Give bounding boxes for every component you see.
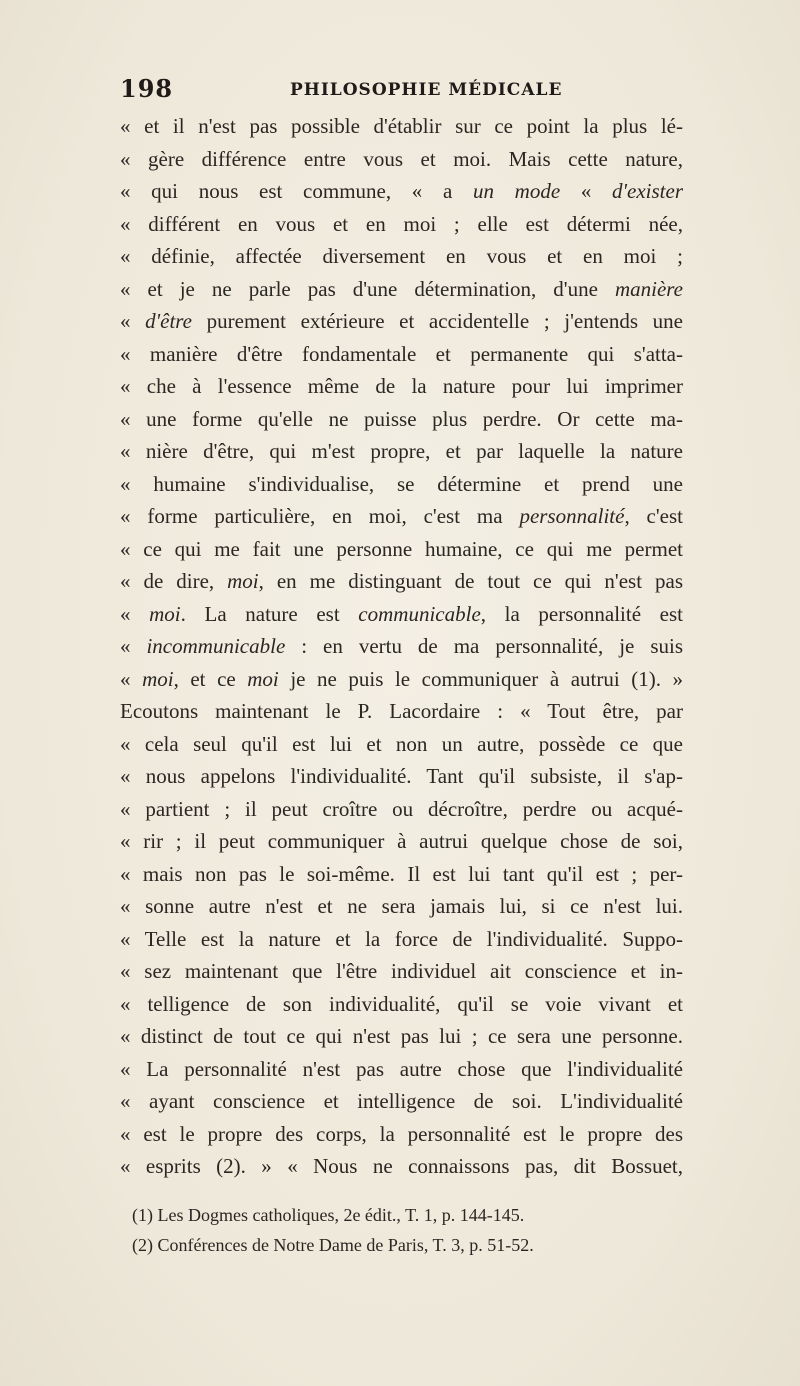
text-line: « et il n'est pas possible d'établir sur ce point la plus lé- xyxy=(120,114,683,138)
text-line: « Telle est la nature et la force de l'individualité. Suppo- xyxy=(120,926,683,951)
text-line: « distinct de tout ce qui n'est pas lui ; ce sera une personne. xyxy=(120,1024,683,1048)
text-line: « rir ; il peut communiquer à autrui quelque chose de soi, xyxy=(120,829,683,853)
footnote: (1) Les Dogmes catholiques, 2e édit., T. 1, p. 144-145. xyxy=(132,1205,525,1225)
page-number: 198 xyxy=(120,74,174,103)
text-line: « moi. La nature est communicable, la personnalité est xyxy=(120,601,683,626)
body-text xyxy=(120,110,683,1183)
italic-text: personnalité xyxy=(519,504,625,528)
running-title: PHILOSOPHIE MÉDICALE xyxy=(290,80,563,100)
footnote: (2) Conférences de Notre Dame de Paris, T. 3, p. 51-52. xyxy=(132,1235,534,1255)
text-line: « forme particulière, en moi, c'est ma personnalité, c'est xyxy=(120,504,683,528)
text-line: « de dire, moi, en me distinguant de tout ce qui n'est pas xyxy=(120,569,683,593)
text-line: « ce qui me fait une personne humaine, ce qui me permet xyxy=(120,536,683,561)
italic-text: incommunicable xyxy=(146,634,286,658)
text-line: « incommunicable : en vertu de ma personnalité, je suis xyxy=(120,634,683,658)
italic-text: moi xyxy=(149,601,181,626)
text-line: « humaine s'individualise, se détermine et prend une xyxy=(120,471,683,496)
text-line: « manière d'être fondamentale et permanente qui s'atta- xyxy=(120,341,683,366)
footnotes xyxy=(120,1200,683,1260)
page-header xyxy=(120,74,680,108)
text-line: « définie, affectée diversement en vous et en moi ; xyxy=(120,244,683,268)
text-line: « moi, et ce moi je ne puis le communiquer à autrui (1). » xyxy=(120,666,683,691)
text-line: « esprits (2). » « Nous ne connaissons pas, dit Bossuet, xyxy=(120,1154,683,1178)
text-line: « est le propre des corps, la personnalité est le propre des xyxy=(120,1121,683,1146)
text-line: « La personnalité n'est pas autre chose que l'individualité xyxy=(120,1056,683,1081)
text-line: « telligence de son individualité, qu'il se voie vivant et xyxy=(120,991,683,1016)
text-line: « che à l'essence même de la nature pour lui imprimer xyxy=(120,374,683,398)
italic-text: un mode xyxy=(473,179,561,203)
text-line: « nous appelons l'individualité. Tant qu'il subsiste, il s'ap- xyxy=(120,764,683,788)
italic-text: moi xyxy=(247,666,279,691)
text-line: « qui nous est commune, « a un mode « d'exister xyxy=(120,179,683,203)
text-line: « sez maintenant que l'être individuel ait conscience et in- xyxy=(120,959,683,983)
text-line: Ecoutons maintenant le P. Lacordaire : « Tout être, par xyxy=(120,699,683,723)
text-line: « mais non pas le soi-même. Il est lui tant qu'il est ; per- xyxy=(120,861,683,886)
text-line: « une forme qu'elle ne puisse plus perdre. Or cette ma- xyxy=(120,406,683,431)
italic-text: d'exister xyxy=(612,179,683,203)
italic-text: communicable xyxy=(358,601,481,626)
italic-text: manière xyxy=(614,276,683,301)
text-line: « nière d'être, qui m'est propre, et par laquelle la nature xyxy=(120,439,683,463)
italic-text: moi xyxy=(227,569,259,593)
text-line: « sonne autre n'est et ne sera jamais lui, si ce n'est lui. xyxy=(120,894,683,918)
text-line: « ayant conscience et intelligence de soi. L'individualité xyxy=(120,1089,683,1113)
text-line: « gère différence entre vous et moi. Mais cette nature, xyxy=(120,146,683,171)
text-line: « partient ; il peut croître ou décroître, perdre ou acqué- xyxy=(120,796,683,821)
text-line: « d'être purement extérieure et accidentelle ; j'entends une xyxy=(120,309,683,333)
italic-text: d'être xyxy=(145,309,193,333)
text-line: « différent en vous et en moi ; elle est détermi née, xyxy=(120,211,683,236)
text-line: « et je ne parle pas d'une détermination, d'une manière xyxy=(120,276,683,301)
text-line: « cela seul qu'il est lui et non un autre, possède ce que xyxy=(120,731,683,756)
italic-text: moi xyxy=(142,666,174,691)
